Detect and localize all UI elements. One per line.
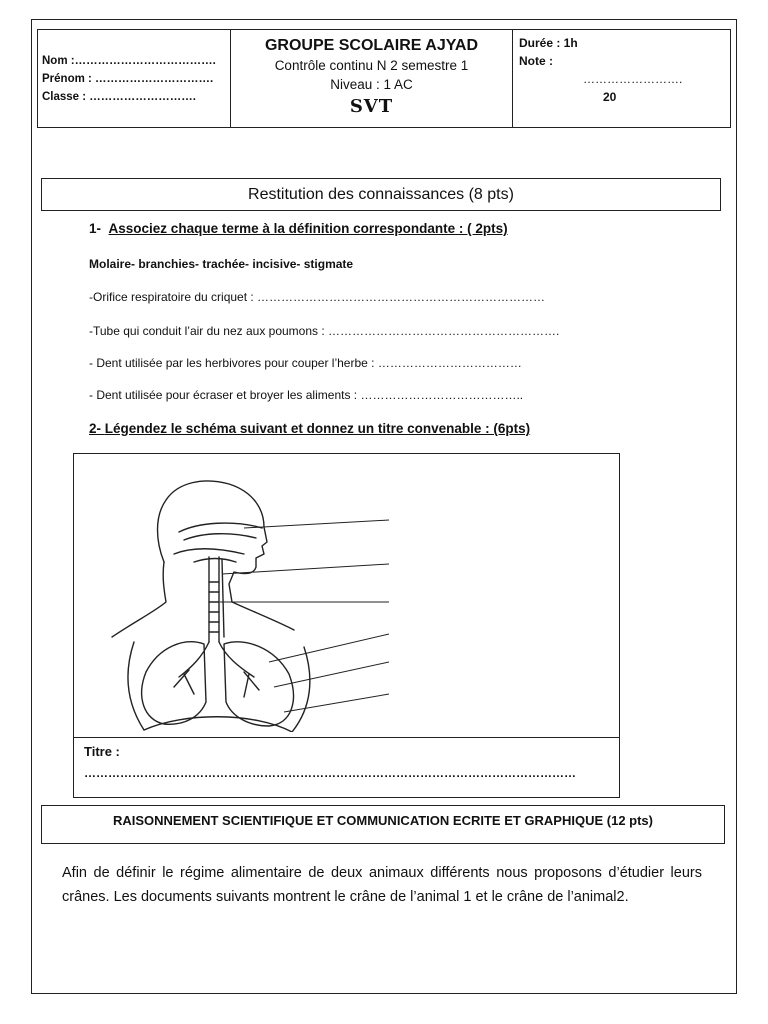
definition-line[interactable]: - Dent utilisée par les herbivores pour couper l’herbe : ……………………………… (89, 356, 522, 370)
titre-answer-line[interactable]: …………………………………………………………………………………………………………… (84, 766, 576, 780)
schema-box (73, 453, 620, 798)
grade-block (513, 30, 730, 127)
question-2-text: Légendez le schéma suivant et donnez un titre convenable : (6pts) (104, 421, 531, 436)
classe-field: Classe : ………………………. (42, 91, 196, 103)
terms-list: Molaire- branchies- trachée- incisive- stigmate (89, 257, 354, 271)
control-label: Contrôle continu N 2 semestre 1 (274, 58, 469, 73)
titre-label: Titre : (84, 744, 120, 759)
section2-title: RAISONNEMENT SCIENTIFIQUE ET COMMUNICATION ECRITE ET GRAPHIQUE (12 pts) (41, 805, 725, 844)
section1-title: Restitution des connaissances (8 pts) (41, 178, 721, 211)
definition-line[interactable]: - Dent utilisée pour écraser et broyer les aliments : ………………………………….. (89, 388, 524, 402)
exam-header (37, 29, 731, 128)
note-label: Note : (519, 54, 553, 68)
definition-line[interactable]: -Tube qui conduit l’air du nez aux poumons : …………………………………………………. (89, 324, 560, 338)
definition-line[interactable]: -Orifice respiratoire du criquet : ……………………………………………………………… (89, 290, 546, 304)
question-1 (89, 221, 508, 236)
duree-label: Durée : 1h (519, 36, 578, 50)
note-total: 20 (603, 90, 617, 104)
section2-paragraph: Afin de définir le régime alimentaire de deux animaux différents nous proposons d’étudier leurs crânes. Les documents suivants montrent le crâne de l’animal 1 et le crâne de l’animal2. (62, 865, 702, 905)
question-2 (89, 421, 530, 436)
prenom-field: Prénom : …………………………. (42, 73, 214, 85)
schema-divider (74, 737, 619, 738)
niveau-label: Niveau : 1 AC (330, 77, 413, 92)
question-2-number: 2- (89, 421, 102, 436)
school-name: GROUPE SCOLAIRE AJYAD (264, 37, 479, 54)
respiratory-system-diagram (104, 462, 424, 732)
question-1-number: 1- (89, 221, 102, 236)
question-1-text: Associez chaque terme à la définition correspondante : ( 2pts) (108, 221, 508, 236)
note-dots: ……………………. (583, 72, 683, 86)
exam-title-block (231, 30, 513, 127)
subject-label: SVT (349, 96, 394, 117)
nom-field: Nom :………………………………. (42, 55, 216, 67)
student-info (38, 30, 231, 127)
